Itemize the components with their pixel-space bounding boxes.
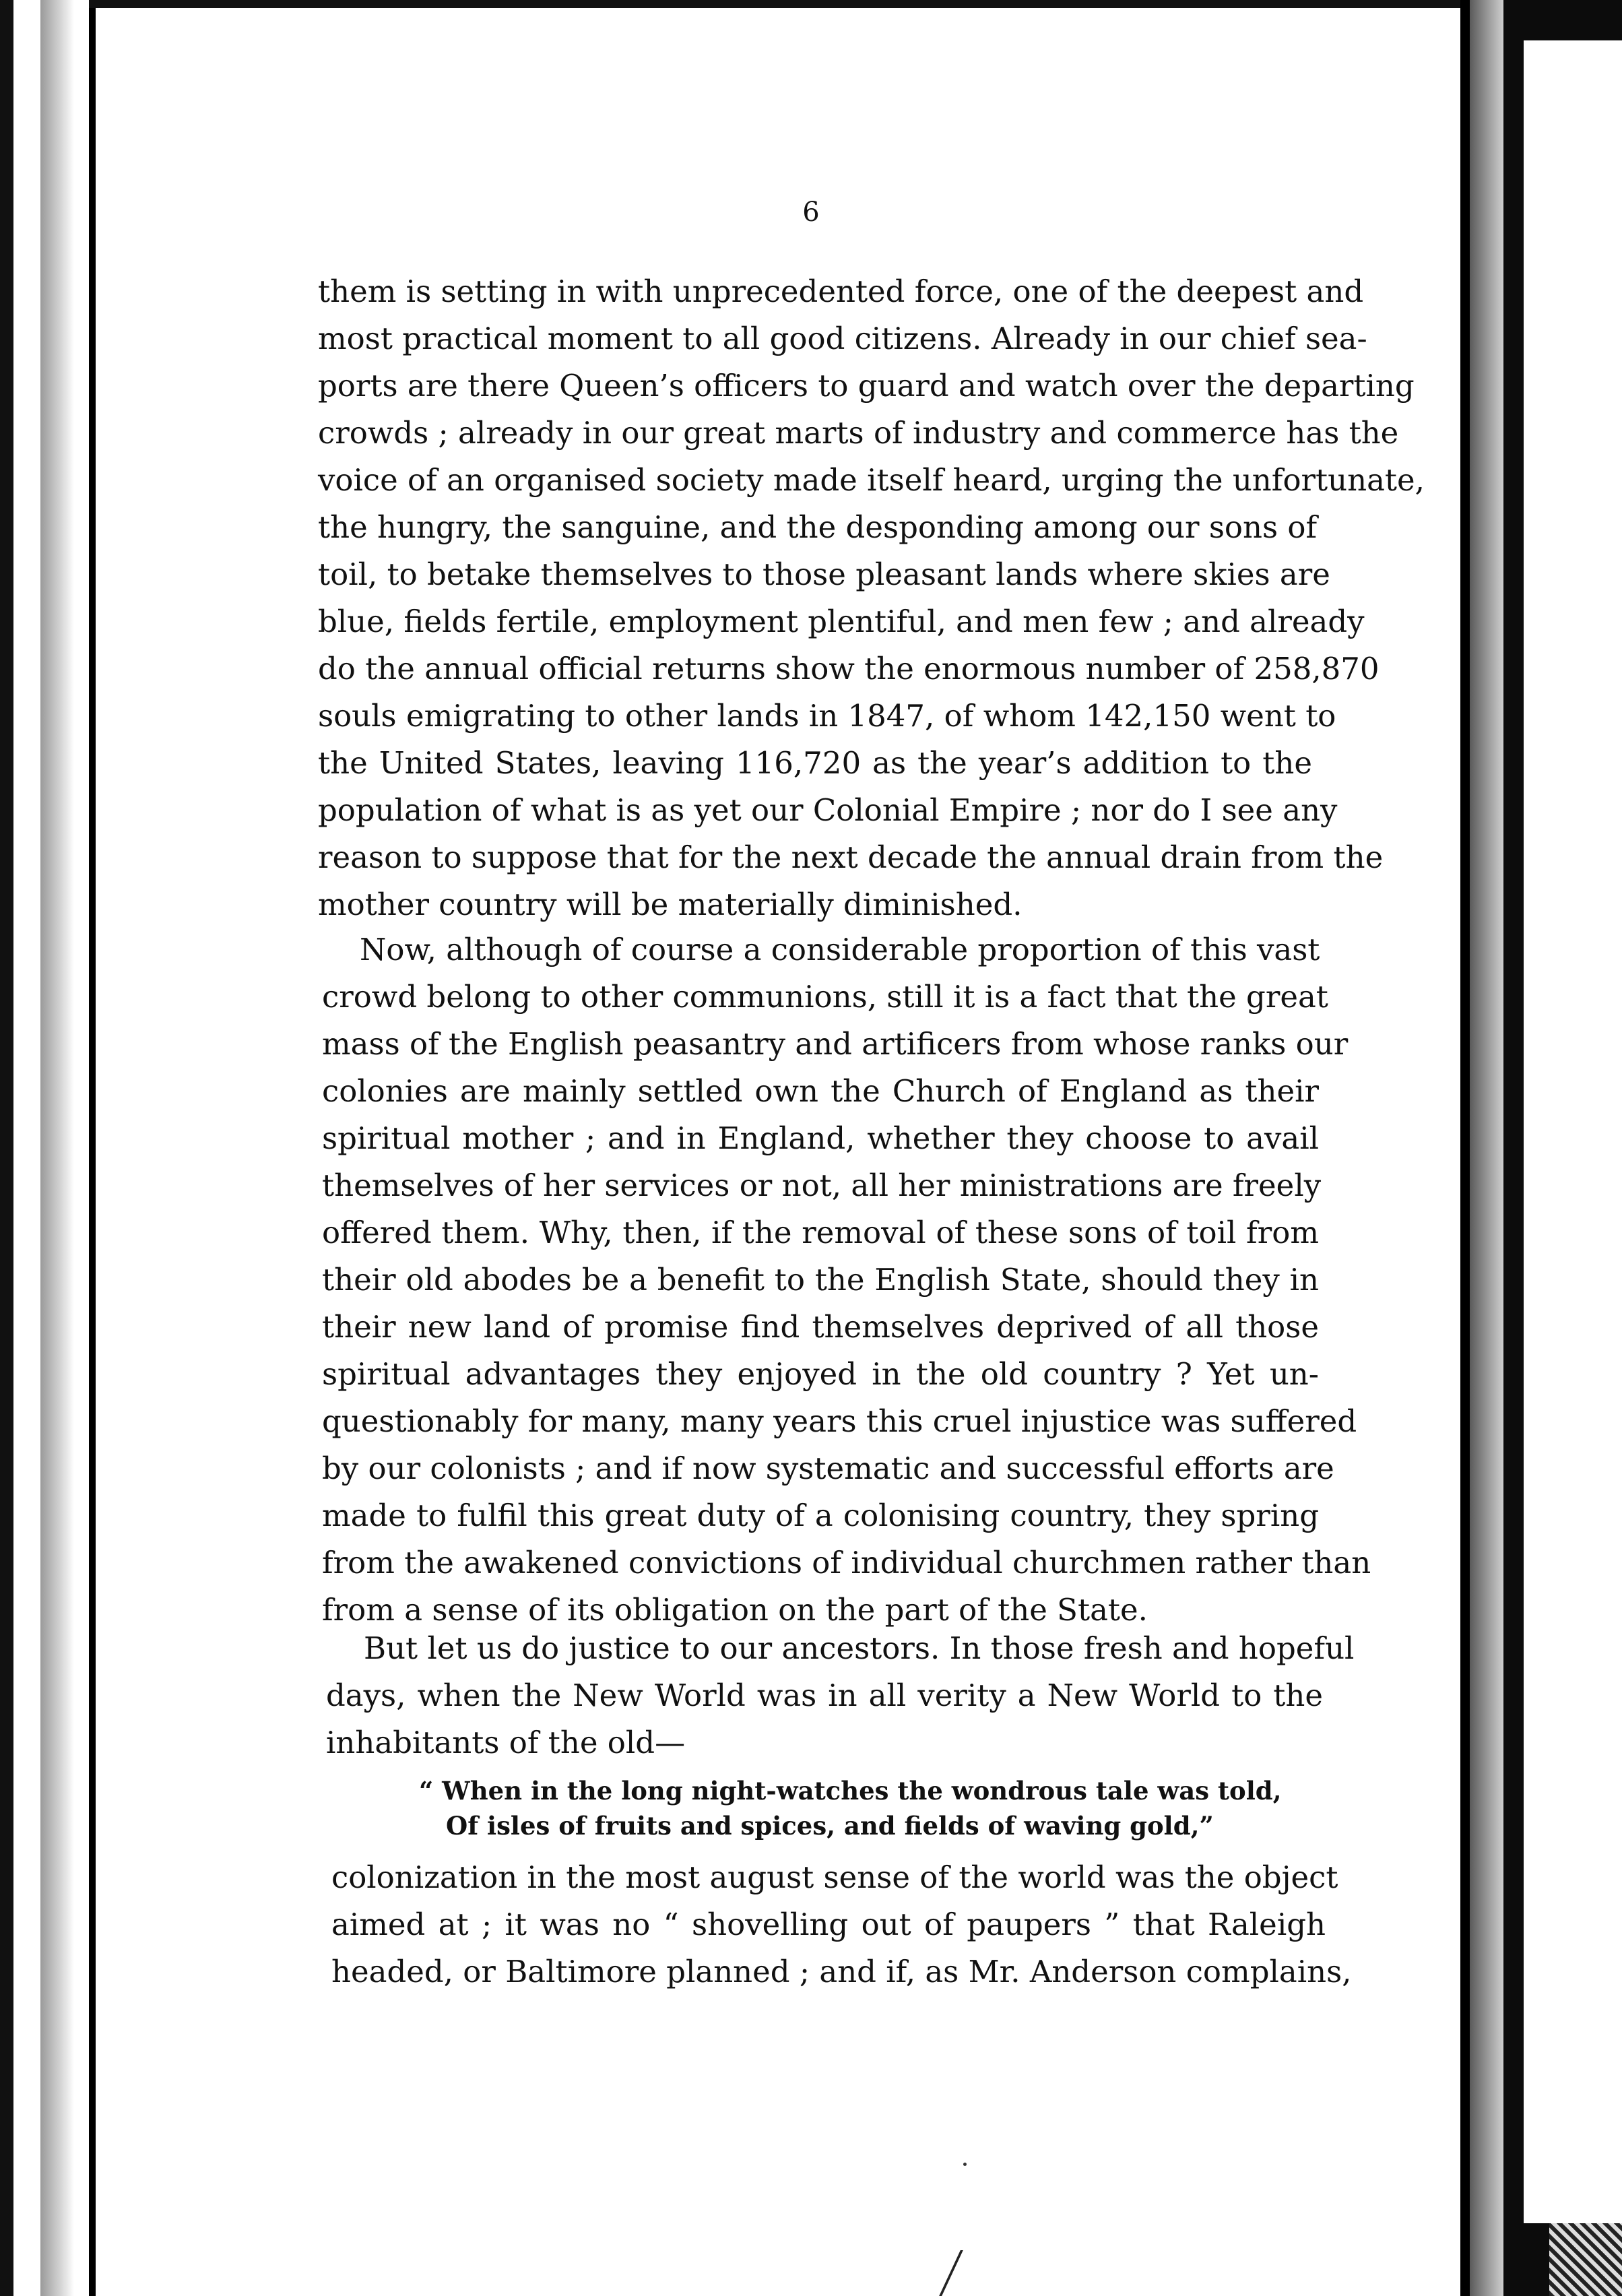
scan-noise-corner — [1549, 2223, 1622, 2296]
text-line: their old abodes be a benefit to the English State, should they in — [322, 1262, 1319, 1298]
text-line: aimed at ; it was no “ shovelling out of paupers ” that Raleigh — [331, 1907, 1326, 1942]
text-line: spiritual advantages they enjoyed in the old country ? Yet un- — [322, 1356, 1319, 1392]
text-line: reason to suppose that for the next decade the annual drain from the — [318, 839, 1384, 875]
text-line: crowds ; already in our great marts of industry and commerce has the — [318, 415, 1399, 451]
text-line: by our colonists ; and if now systematic and successful efforts are — [322, 1450, 1334, 1486]
paragraph-1 — [318, 268, 1425, 928]
text-line: mother country will be materially diminished. — [318, 887, 1023, 922]
text-line: questionably for many, many years this cruel injustice was suffered — [322, 1403, 1357, 1439]
text-line: from the awakened convictions of individual churchmen rather than — [322, 1545, 1371, 1581]
text-line: mass of the English peasantry and artificers from whose ranks our — [322, 1026, 1349, 1062]
text-line: offered them. Why, then, if the removal of these sons of toil from — [322, 1215, 1319, 1250]
text-line: crowd belong to other communions, still it is a fact that the great — [322, 979, 1328, 1015]
text-line: days, when the New World was in all verity a New World to the — [326, 1678, 1323, 1713]
page-number: 6 — [802, 197, 820, 228]
text-line: the United States, leaving 116,720 as the year’s addition to the — [318, 745, 1312, 781]
text-line: Now, although of course a considerable proportion of this vast — [360, 932, 1320, 967]
text-line: most practical moment to all good citizens. Already in our chief sea- — [318, 321, 1367, 356]
paragraph-2 — [322, 926, 1371, 1634]
text-line: colonization in the most august sense of the world was the object — [331, 1859, 1338, 1895]
text-line: But let us do justice to our ancestors. In those fresh and hopeful — [364, 1630, 1355, 1666]
paragraph-3 — [326, 1625, 1355, 1766]
text-line: blue, fields fertile, employment plentiful, and men few ; and already — [318, 604, 1365, 639]
text-line: them is setting in with unprecedented force, one of the deepest and — [318, 274, 1364, 309]
scan-speck — [963, 2163, 967, 2166]
text-line: themselves of her services or not, all her ministrations are freely — [322, 1168, 1322, 1203]
verse-quotation — [419, 1773, 1282, 1843]
text-line: headed, or Baltimore planned ; and if, as Mr. Anderson complains, — [331, 1954, 1352, 1989]
text-line: the hungry, the sanguine, and the desponding among our sons of — [318, 509, 1318, 545]
text-line: ports are there Queen’s officers to guard and watch over the departing — [318, 368, 1415, 404]
text-line: voice of an organised society made itself heard, urging the unfortunate, — [318, 462, 1425, 498]
page-border-left — [89, 0, 96, 2296]
text-line: from a sense of its obligation on the part of the State. — [322, 1592, 1148, 1628]
text-line: colonies are mainly settled own the Church of England as their — [322, 1073, 1319, 1109]
page-border-right — [1460, 0, 1470, 2296]
quote-line: Of isles of fruits and spices, and fields of waving gold,” — [446, 1811, 1214, 1841]
text-line: souls emigrating to other lands in 1847, of whom 142,150 went to — [318, 698, 1336, 734]
quote-line: “ When in the long night-watches the wondrous tale was told, — [419, 1776, 1282, 1806]
scan-shadow-right — [1470, 0, 1503, 2296]
page-border-top — [89, 0, 1470, 8]
text-line: spiritual mother ; and in England, whether they choose to avail — [322, 1120, 1319, 1156]
scan-shadow-left — [40, 0, 74, 2296]
text-line: toil, to betake themselves to those pleasant lands where skies are — [318, 556, 1330, 592]
scan-mark — [939, 2250, 990, 2296]
paragraph-4 — [331, 1854, 1352, 1996]
text-line: population of what is as yet our Colonial Empire ; nor do I see any — [318, 792, 1338, 828]
scan-edge-left — [0, 0, 13, 2296]
text-line: inhabitants of the old— — [326, 1725, 686, 1760]
text-line: made to fulfil this great duty of a colonising country, they spring — [322, 1498, 1319, 1533]
text-line: do the annual official returns show the enormous number of 258,870 — [318, 651, 1380, 687]
text-line: their new land of promise find themselves deprived of all those — [322, 1309, 1319, 1345]
adjacent-page-edge — [1524, 40, 1622, 2223]
